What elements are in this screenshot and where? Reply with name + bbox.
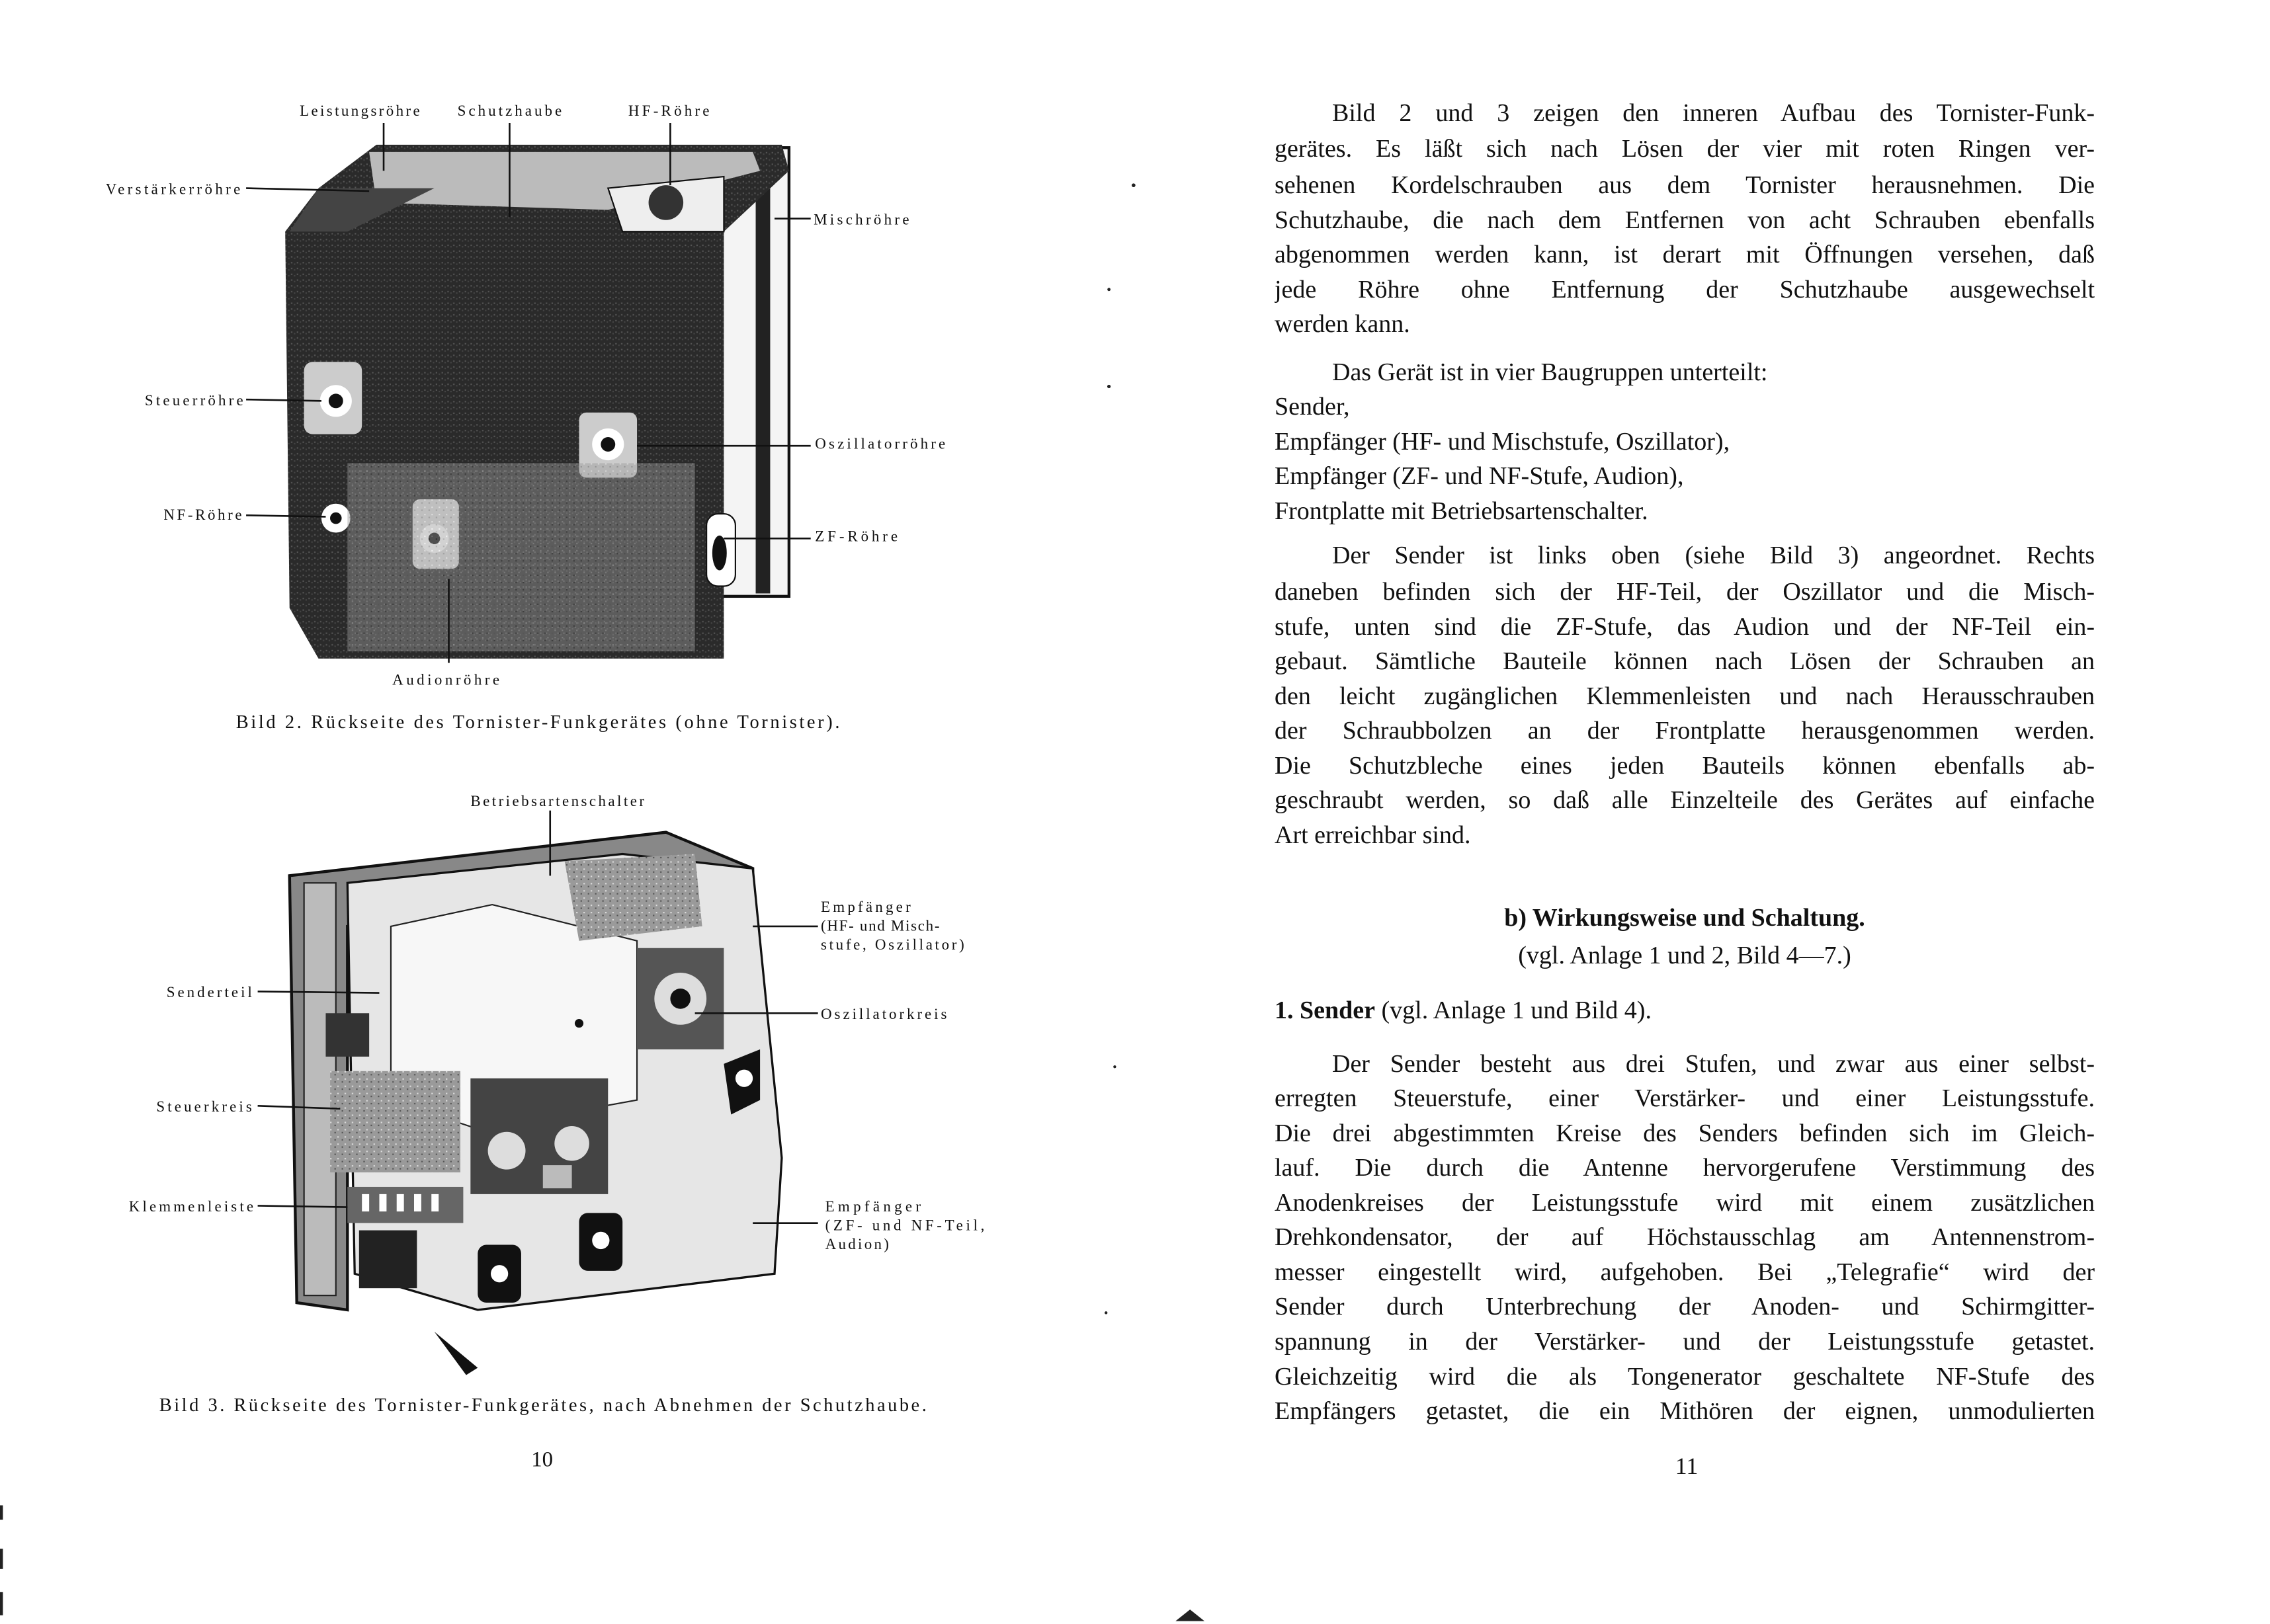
figure-3-caption: Bild 3. Rückseite des Tornister-Funkgerätes, nach Abnehmen der Schutzhaube. (159, 1395, 927, 1416)
paragraph-1-line: Bild 2 und 3 zeigen den inneren Aufbau des Tornister-Funk- (1332, 99, 2095, 127)
page-number-left: 10 (531, 1447, 554, 1472)
figure-2-photo (285, 145, 789, 659)
paragraph-3-line: daneben befinden sich der HF-Teil, der Oszillator und die Misch- (1275, 578, 2095, 606)
label-hf-roehre: HF-Röhre (628, 102, 710, 120)
label-empfaenger-zf-line3: Audion) (825, 1236, 889, 1253)
paragraph-3-line: stufe, unten sind die ZF-Stufe, das Audion und der NF-Teil ein- (1275, 613, 2095, 641)
label-verstaerkerroehre: Verstärkerröhre (105, 181, 241, 198)
paragraph-4-line: messer eingestellt wird, aufgehoben. Bei „Telegrafie“ wird der (1275, 1258, 2095, 1286)
label-steuerkreis: Steuerkreis (156, 1098, 252, 1116)
label-zf-roehre: ZF-Röhre (815, 528, 898, 545)
paragraph-1-line: werden kann. (1275, 310, 1410, 338)
label-leistungsroehre: Leistungsröhre (300, 102, 420, 120)
paragraph-4-line: spannung in der Verstärker- und der Leistungsstufe getastet. (1275, 1328, 2095, 1356)
paragraph-4-line: Der Sender besteht aus drei Stufen, und zwar aus einer selbst- (1332, 1050, 2095, 1078)
paragraph-1-line: abgenommen werden kann, ist derart mit Öffnungen versehen, daß (1275, 241, 2095, 268)
paragraph-4-line: Sender durch Unterbrechung der Anoden- und Schirmgitter- (1275, 1293, 2095, 1320)
label-empfaenger-zf-line1: Empfänger (825, 1198, 921, 1215)
page-number-right: 11 (1675, 1453, 1699, 1479)
paragraph-4-line: Anodenkreises der Leistungsstufe wird mit einem zusätzlichen (1275, 1189, 2095, 1217)
paragraph-1-line: gerätes. Es läßt sich nach Lösen der vier mit roten Ringen ver- (1275, 135, 2095, 163)
subsection-reference: (vgl. Anlage 1 und Bild 4). (1375, 996, 1652, 1024)
paragraph-2-line: Empfänger (ZF- und NF-Stufe, Audion), (1275, 462, 1684, 490)
paragraph-4-line: Gleichzeitig wird die als Tongenerator geschaltete NF-Stufe des (1275, 1363, 2095, 1391)
figure-3-photo (290, 832, 782, 1375)
label-mischroehre: Mischröhre (814, 211, 909, 228)
label-betriebsartenschalter: Betriebsartenschalter (470, 793, 645, 810)
section-subheading: (vgl. Anlage 1 und 2, Bild 4—7.) (1518, 942, 1851, 969)
paragraph-3-line: Der Sender ist links oben (siehe Bild 3) angeordnet. Rechts (1332, 542, 2095, 569)
label-steuerroehre: Steuerröhre (144, 391, 243, 409)
paragraph-2-line: Sender, (1275, 393, 1350, 421)
paragraph-4-line: Drehkondensator, der auf Höchstausschlag am Antennenstrom- (1275, 1223, 2095, 1251)
paragraph-3-line: Die Schutzbleche eines jeden Bauteils können ebenfalls ab- (1275, 752, 2095, 780)
paragraph-3-line: der Schraubbolzen an der Frontplatte herausgenommen werden. (1275, 717, 2095, 745)
paragraph-4-line: Die drei abgestimmten Kreise des Senders befinden sich im Gleich- (1275, 1119, 2095, 1147)
label-empfaenger-hf-line1: Empfänger (821, 899, 911, 916)
paragraph-3-line: gebaut. Sämtliche Bauteile können nach Lösen der Schrauben an (1275, 647, 2095, 675)
paragraph-3-line: geschraubt werden, so daß alle Einzelteile des Gerätes auf einfache (1275, 786, 2095, 814)
label-nf-roehre: NF-Röhre (163, 506, 242, 523)
figure-2-caption: Bild 2. Rückseite des Tornister-Funkgerätes (ohne Tornister). (235, 712, 840, 733)
paragraph-4-line: erregten Steuerstufe, einer Verstärker- und einer Leistungsstufe. (1275, 1084, 2095, 1112)
label-oszillatorkreis: Oszillatorkreis (821, 1006, 947, 1023)
paragraph-4-line: lauf. Die durch die Antenne hervorgerufene Verstimmung des (1275, 1154, 2095, 1182)
paragraph-1-line: Schutzhaube, die nach dem Entfernen von acht Schrauben ebenfalls (1275, 206, 2095, 234)
paragraph-2-line: Empfänger (HF- und Mischstufe, Oszillator), (1275, 428, 1730, 456)
paragraph-4-line: Empfängers getastet, die ein Mithören der eignen, unmodulierten (1275, 1397, 2095, 1425)
paragraph-3-line: Art erreichbar sind. (1275, 821, 1471, 849)
paragraph-2-line: Das Gerät ist in vier Baugruppen unterteilt: (1332, 358, 1768, 386)
label-audionroehre: Audionröhre (392, 671, 500, 688)
label-empfaenger-hf-line3: stufe, Oszillator) (821, 936, 964, 953)
subsection-title: 1. Sender (1275, 996, 1375, 1024)
label-klemmenleiste: Klemmenleiste (128, 1198, 254, 1215)
paragraph-3-line: den leicht zugänglichen Klemmenleisten und nach Herausschrauben (1275, 682, 2095, 710)
paragraph-1-line: jede Röhre ohne Entfernung der Schutzhaube ausgewechselt (1275, 276, 2095, 304)
label-schutzhaube: Schutzhaube (457, 102, 562, 120)
subsection-heading (1275, 993, 2095, 1028)
label-oszillatorroehre: Oszillatorröhre (815, 435, 946, 452)
section-heading: b) Wirkungsweise und Schaltung. (1504, 904, 1865, 932)
label-senderteil: Senderteil (166, 984, 252, 1001)
paragraph-2-line: Frontplatte mit Betriebsartenschalter. (1275, 497, 1648, 525)
label-empfaenger-zf-line2: (ZF- und NF-Teil, (825, 1217, 985, 1234)
label-empfaenger-hf-line2: (HF- und Misch- (821, 917, 940, 934)
paragraph-1-line: sehenen Kordelschrauben aus dem Tornister herausnehmen. Die (1275, 171, 2095, 199)
